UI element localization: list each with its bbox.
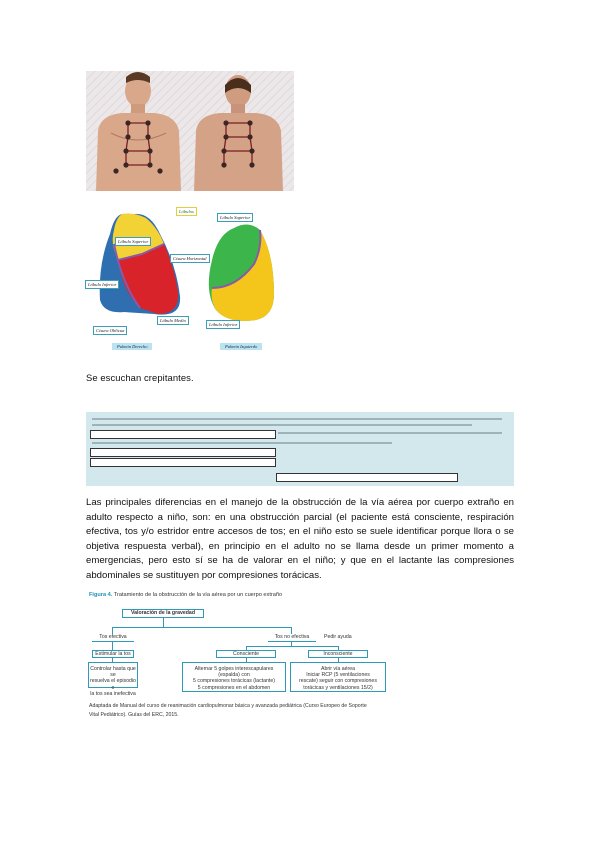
right-lung (100, 214, 180, 315)
controlar-line: resuelva el episodio o (90, 678, 136, 691)
connector (163, 617, 164, 627)
embedded-table-image (86, 412, 514, 486)
abrir-line: torácicas y ventilaciones 15/2) (303, 684, 373, 691)
fig4-source (89, 702, 529, 720)
inconsciente-box: Inconsciente (308, 650, 368, 658)
table-text-line (92, 418, 502, 420)
pulmon-derecho-caption: Pulmón Derecho (112, 343, 152, 350)
connector (291, 627, 292, 634)
fig4-flowchart (86, 590, 526, 725)
lobulo-medio-label: Lóbulo Medio (157, 316, 189, 325)
abrir-line: rescate) seguir con compresiones (299, 678, 377, 685)
abrir-line: Iniciar RCP (5 ventilaciones (306, 672, 370, 679)
connector (112, 627, 113, 634)
torso-auscultation-diagram (86, 71, 294, 191)
fig4-source-line: Adaptada de Manual del curso de reanimación cardiopulmonar básica y avanzada pediátrica (Curso Europeo de Soporte (89, 703, 367, 709)
cisura-horizontal-label: Cisura Horizontal (170, 254, 210, 263)
crepitantes-text: Se escuchan crepitantes. (86, 372, 194, 383)
connector (246, 646, 338, 647)
connector (112, 641, 113, 650)
estimular-box: Estimular la tos (92, 650, 134, 658)
right-lung-inferior-label: Lóbulo Inferior (206, 320, 240, 329)
controlar-box (88, 662, 138, 697)
right-lung-superior-label: Lóbulo Superior (217, 213, 253, 222)
paragraph-text: Las principales diferencias en el manejo de la obstrucción de la vía aérea por cuerpo extraño en adulto respecto a niño, son: en una obstrucción parcial (el paciente está consciente, respiración efectiva, tos y/o estridor entre accesos de tos; en el niño esto se suele identificar porque llora o se objetiva respuesta verbal), en principio en el adulto no se llama desde un primer momento a emergencias, pero esto sí se ha de valorar en el niño; y que en el lactante las compresiones abdominales se sustituyen por compresiones torácicas. (86, 497, 514, 581)
table-cell (276, 473, 458, 482)
alternar-line: (espalda) con (218, 672, 250, 679)
torso-auscultation-figure (86, 71, 294, 191)
alternar-line: 5 compresiones en el abdomen (197, 684, 271, 691)
lobulos-label: Lóbulos (176, 207, 197, 216)
fig4-number: Figura 4. (89, 592, 113, 598)
table-text-line (92, 442, 392, 444)
table-cell (90, 458, 276, 467)
cisura-oblicua-label: Cisura Oblicua (93, 326, 127, 335)
table-text-line (92, 424, 472, 426)
body-paragraph (86, 496, 514, 584)
abrir-line: Abrir vía aérea (320, 666, 356, 672)
valoracion-box: Valoración de la gravedad (122, 609, 204, 618)
left-lung-inferior-label: Lóbulo Inferior (85, 280, 119, 289)
fig4-title (89, 592, 282, 598)
alternar-line: 5 compresiones torácicas (lactante) (193, 678, 275, 685)
alternar-line: Alternar 5 golpes interescapulares (194, 666, 274, 672)
consciente-box: Consciente (216, 650, 276, 658)
pedir-ayuda-text: Pedir ayuda (324, 634, 352, 640)
lungs-lobes-figure (84, 204, 296, 354)
abrir-box (290, 662, 386, 692)
connector (112, 627, 292, 628)
tos-efectiva-label: Tos efectiva (92, 634, 134, 642)
left-lung-superior-label: Lóbulo Superior (115, 237, 151, 246)
table-cell (90, 448, 276, 457)
table-text-line (278, 432, 502, 434)
table-cell (90, 430, 276, 439)
controlar-line: la tos sea inefectiva (90, 690, 136, 697)
fig4-title-text: Tratamiento de la obstrucción de la vía aérea por un cuerpo extraño (113, 592, 283, 598)
pulmon-izquierdo-caption: Pulmón Izquierdo (220, 343, 262, 350)
tos-no-efectiva-label: Tos no efectiva (268, 634, 316, 642)
alternar-box (182, 662, 286, 692)
fig4-source-line: Vital Pediátrico). Guías del ERC, 2015. (89, 712, 179, 718)
controlar-line: Controlar hasta que se (90, 666, 136, 679)
left-lung (209, 224, 274, 320)
